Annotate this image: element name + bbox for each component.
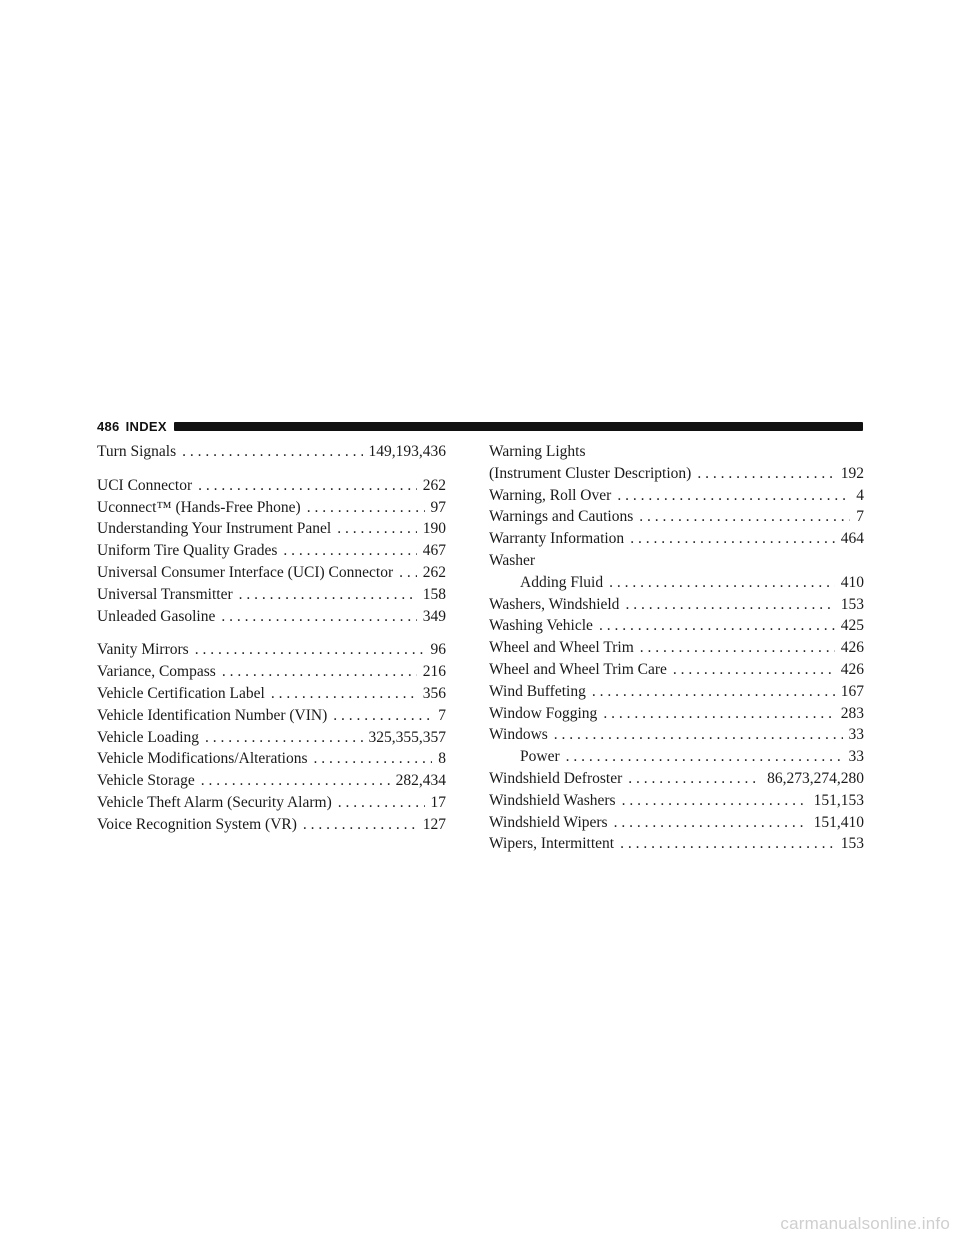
dot-leader	[303, 814, 417, 836]
dot-leader	[221, 606, 416, 628]
dot-leader	[628, 768, 761, 790]
entry-term: UCI Connector	[97, 476, 193, 494]
entry-pages: 33	[848, 748, 864, 766]
entry-pages: 467	[422, 542, 446, 560]
entry-pages: 356	[422, 684, 446, 702]
entry-term: Vanity Mirrors	[97, 641, 189, 659]
entry-term: Warning Lights	[489, 443, 586, 460]
entry-term: Washing Vehicle	[489, 617, 593, 635]
index-subentry	[489, 572, 864, 594]
dot-leader	[599, 615, 835, 637]
index-entry	[489, 594, 864, 616]
section-title: INDEX	[125, 418, 167, 434]
dot-leader	[399, 562, 417, 584]
dot-leader	[697, 463, 834, 485]
index-entry	[97, 814, 446, 836]
entry-term: Windows	[489, 726, 548, 744]
index-entry	[97, 540, 446, 562]
entry-pages: 151,153	[813, 791, 864, 809]
index-entry	[97, 584, 446, 606]
entry-pages: 4	[856, 486, 864, 504]
dot-leader	[673, 659, 835, 681]
index-entry	[97, 497, 446, 519]
dot-leader	[566, 746, 843, 768]
index-entry	[489, 833, 864, 855]
dot-leader	[307, 497, 425, 519]
page-header	[97, 418, 863, 434]
index-entry	[97, 727, 446, 749]
entry-pages: 167	[840, 682, 864, 700]
entry-term: Power	[520, 748, 560, 766]
index-entry	[489, 703, 864, 725]
entry-pages: 97	[430, 498, 446, 516]
dot-leader	[639, 506, 850, 528]
dot-leader	[620, 833, 835, 855]
index-entry	[97, 770, 446, 792]
page-number: 486	[97, 418, 120, 434]
entry-term: Vehicle Identification Number (VIN)	[97, 706, 328, 724]
index-entry	[489, 790, 864, 812]
entry-term: Wheel and Wheel Trim Care	[489, 660, 667, 678]
entry-term: Warning, Roll Over	[489, 486, 612, 504]
entry-term: Vehicle Certification Label	[97, 684, 265, 702]
dot-leader	[205, 727, 362, 749]
entry-pages: 7	[856, 508, 864, 526]
entry-term: Vehicle Loading	[97, 728, 200, 746]
entry-pages: 262	[422, 476, 446, 494]
index-entry	[489, 724, 864, 746]
dot-leader	[333, 705, 432, 727]
index-entry	[97, 792, 446, 814]
entry-pages: 8	[438, 750, 446, 768]
index-entry	[489, 463, 864, 485]
dot-leader	[195, 639, 425, 661]
dot-leader	[630, 528, 835, 550]
entry-term: Wipers, Intermittent	[489, 835, 615, 853]
entry-pages: 153	[840, 835, 864, 853]
index-heading	[489, 441, 864, 463]
entry-term: Wheel and Wheel Trim	[489, 639, 634, 657]
entry-pages: 17	[430, 793, 446, 811]
index-entry	[489, 768, 864, 790]
dot-leader	[625, 594, 834, 616]
index-entry	[489, 506, 864, 528]
dot-leader	[603, 703, 834, 725]
entry-term: Window Fogging	[489, 704, 598, 722]
entry-pages: 410	[840, 573, 864, 591]
index-entry	[97, 562, 446, 584]
dot-leader	[614, 812, 808, 834]
entry-pages: 349	[422, 607, 446, 625]
entry-term: Vehicle Modifications/Alterations	[97, 750, 308, 768]
index-entry	[489, 615, 864, 637]
index-entry	[97, 639, 446, 661]
entry-term: Universal Consumer Interface (UCI) Connector	[97, 563, 394, 581]
entry-term: Vehicle Storage	[97, 772, 195, 790]
entry-term: Adding Fluid	[520, 573, 604, 591]
entry-term: Uconnect™ (Hands-Free Phone)	[97, 498, 301, 516]
dot-leader	[640, 637, 835, 659]
index-entry	[489, 637, 864, 659]
entry-term: Washers, Windshield	[489, 595, 620, 613]
entry-term: Windshield Washers	[489, 791, 616, 809]
entry-term: Warnings and Cautions	[489, 508, 634, 526]
index-subentry	[489, 746, 864, 768]
entry-pages: 149,193,436	[368, 443, 446, 460]
entry-pages: 426	[840, 660, 864, 678]
index-entry	[97, 518, 446, 540]
entry-term: Turn Signals	[97, 443, 177, 460]
entry-term: (Instrument Cluster Description)	[489, 464, 692, 482]
entry-pages: 216	[422, 663, 446, 681]
dot-leader	[554, 724, 843, 746]
dot-leader	[337, 518, 417, 540]
dot-leader	[182, 441, 362, 463]
entry-pages: 96	[430, 641, 446, 659]
index-entry	[489, 681, 864, 703]
entry-pages: 33	[848, 726, 864, 744]
entry-pages: 426	[840, 639, 864, 657]
dot-leader	[617, 485, 850, 507]
dot-leader	[239, 584, 417, 606]
dot-leader	[338, 792, 425, 814]
entry-pages: 464	[840, 530, 864, 548]
entry-pages: 127	[422, 815, 446, 833]
index-entry	[97, 748, 446, 770]
entry-term: Uniform Tire Quality Grades	[97, 542, 278, 560]
entry-pages: 283	[840, 704, 864, 722]
index-entry	[489, 528, 864, 550]
entry-term: Warranty Information	[489, 530, 625, 548]
entry-pages: 86,273,274,280	[767, 769, 864, 787]
dot-leader	[271, 683, 417, 705]
header-rule	[174, 422, 863, 431]
index-entry	[97, 705, 446, 727]
watermark-text: carmanualsonline.info	[780, 1214, 950, 1233]
dot-leader	[622, 790, 808, 812]
entry-term: Windshield Defroster	[489, 769, 623, 787]
index-entry	[97, 683, 446, 705]
dot-leader	[609, 572, 835, 594]
entry-pages: 158	[422, 585, 446, 603]
dot-leader	[198, 475, 417, 497]
index-entry	[489, 659, 864, 681]
entry-pages: 7	[438, 706, 446, 724]
index-entry	[489, 485, 864, 507]
entry-term: Voice Recognition System (VR)	[97, 815, 297, 833]
dot-leader	[592, 681, 835, 703]
index-entry	[97, 606, 446, 628]
entry-pages: 262	[422, 563, 446, 581]
entry-term: Understanding Your Instrument Panel	[97, 520, 332, 538]
entry-pages: 325,355,357	[368, 728, 446, 746]
entry-pages: 192	[840, 464, 864, 482]
dot-leader	[201, 770, 390, 792]
entry-pages: 153	[840, 595, 864, 613]
index-entry	[489, 812, 864, 834]
index-heading	[489, 550, 864, 572]
entry-pages: 425	[840, 617, 864, 635]
entry-pages: 190	[422, 520, 446, 538]
index-column-right	[489, 441, 864, 855]
entry-term: Vehicle Theft Alarm (Security Alarm)	[97, 793, 332, 811]
entry-term: Unleaded Gasoline	[97, 607, 216, 625]
entry-term: Washer	[489, 551, 536, 569]
entry-pages: 282,434	[395, 772, 446, 790]
dot-leader	[314, 748, 433, 770]
index-column-left	[97, 441, 446, 836]
index-entry	[97, 475, 446, 497]
dot-leader	[222, 661, 417, 683]
entry-term: Variance, Compass	[97, 663, 216, 681]
entry-term: Wind Buffeting	[489, 682, 586, 700]
entry-term: Windshield Wipers	[489, 813, 608, 831]
entry-pages: 151,410	[813, 813, 864, 831]
dot-leader	[283, 540, 416, 562]
entry-term: Universal Transmitter	[97, 585, 233, 603]
index-entry	[97, 661, 446, 683]
index-entry	[97, 441, 446, 463]
